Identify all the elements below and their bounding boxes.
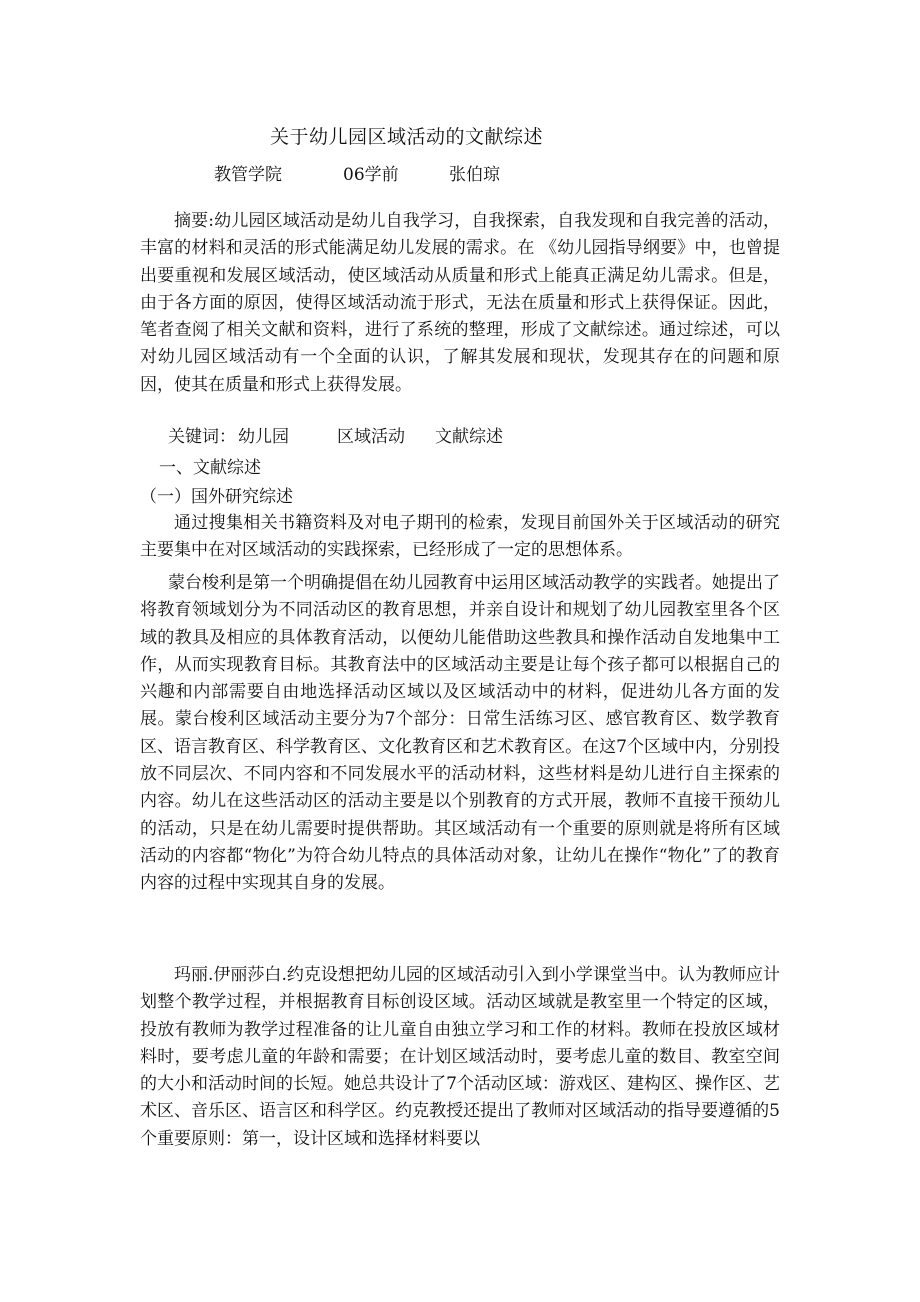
- keyword-item: 幼儿园: [238, 427, 289, 447]
- keywords-line: [168, 422, 503, 447]
- byline-school: 教管学院: [214, 165, 282, 185]
- keywords-label: 关键词：: [168, 427, 236, 447]
- keyword-item: 文献综述: [435, 427, 503, 447]
- section-heading: 一、文献综述: [159, 458, 261, 478]
- body-paragraph: 蒙台梭利是第一个明确提倡在幼儿园教育中运用区域活动教学的实践者。她提出了将教育领域划分为不同活动区的教育思想，并亲自设计和规划了幼儿园教室里各个区域的教具及相应的具体教育活动，以便幼儿能借助这些教具和操作活动自发地集中工作，从而实现教育目标。其教育法中的区域活动主要是让每个孩子都可以根据自己的兴趣和内部需要自由地选择活动区域以及区域活动中的材料，促进幼儿各方面的发展。蒙台梭利区域活动主要分为7个部分：日常生活练习区、感官教育区、数学教育区、语言教育区、科学教育区、文化教育区和艺术教育区。在这7个区域中内，分别投放不同层次、不同内容和不同发展水平的活动材料，这些材料是幼儿进行自主探索的内容。幼儿在这些活动区的活动主要是以个别教育的方式开展，教师不直接干预幼儿的活动，只是在幼儿需要时提供帮助。其区域活动有一个重要的原则就是将所有区域活动的内容都“物化”为符合幼儿特点的具体活动对象，让幼儿在操作“物化”了的教育内容的过程中实现其自身的发展。: [140, 573, 780, 894]
- body-paragraph: 玛丽.伊丽莎白.约克设想把幼儿园的区域活动引入到小学课堂当中。认为教师应计划整个教学过程，并根据教育目标创设区域。活动区域就是教室里一个特定的区域，投放有教师为教学过程准备的让儿童自由独立学习和工作的材料。教师在投放区域材料时，要考虑儿童的年龄和需要；在计划区域活动时，要考虑儿童的数目、教室空间的大小和活动时间的长短。她总共设计了7个活动区域：游戏区、建构区、操作区、艺术区、音乐区、语言区和科学区。约克教授还提出了教师对区域活动的指导要遵循的5个重要原则：第一，设计区域和选择材料要以: [140, 965, 780, 1149]
- keyword-item: 区域活动: [337, 427, 405, 447]
- abstract-paragraph: 摘要:幼儿园区域活动是幼儿自我学习，自我探索，自我发现和自我完善的活动，丰富的材料和灵活的形式能满足幼儿发展的需求。在 《幼儿园指导纲要》中，也曾提出要重视和发展区域活动，使区域活动从质量和形式上能真正满足幼儿需求。但是，由于各方面的原因，使得区域活动流于形式，无法在质量和形式上获得保证。因此，笔者查阅了相关文献和资料，进行了系统的整理，形成了文献综述。通过综述，可以对幼儿园区域活动有一个全面的认识，了解其发展和现状，发现其存在的问题和原因，使其在质量和形式上获得发展。: [140, 211, 780, 395]
- byline-author: 张伯琼: [449, 165, 500, 185]
- body-paragraph: 通过搜集相关书籍资料及对电子期刊的检索，发现目前国外关于区域活动的研究主要集中在对区域活动的实践探索，已经形成了一定的思想体系。: [140, 513, 780, 561]
- byline-class: 06学前: [343, 165, 399, 185]
- subsection-heading: （一）国外研究综述: [140, 487, 293, 507]
- document-title: 关于幼儿园区域活动的文献综述: [270, 126, 544, 148]
